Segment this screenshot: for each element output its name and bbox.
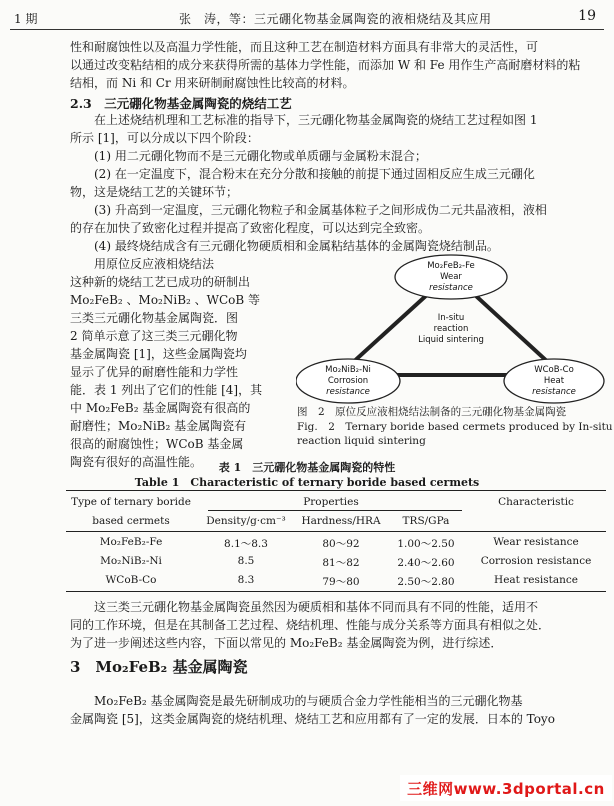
node-right-name: WCoB-Co: [534, 365, 574, 375]
table-title-en: Table 1 Characteristic of ternary boride based cermets: [134, 476, 480, 489]
figure-2-diagram: [296, 253, 606, 418]
body-line: 为了进一步阐述这些内容，下面以常见的 Mo₂FeB₂ 基金属陶瓷为例，进行综述．: [70, 636, 503, 650]
table-cell: 79～80: [322, 576, 360, 588]
body-line: 结相，而 Ni 和 Cr 用来研制耐腐蚀性比较高的材料。: [70, 76, 355, 90]
table-header: TRS/GPa: [402, 515, 450, 527]
table-header: Characteristic: [498, 496, 574, 508]
body-line: 显示了优异的耐磨性能和力学性: [70, 365, 239, 379]
body-line: 用原位反应液相烧结法: [94, 257, 215, 271]
table-cell: 1.00～2.50: [397, 538, 455, 550]
table-cell: WCoB-Co: [105, 574, 157, 586]
section-heading: 3 Mo₂FeB₂ 基金属陶瓷: [70, 658, 248, 676]
node-left-prop1: Corrosion: [327, 376, 369, 386]
table-cell: Heat resistance: [494, 574, 578, 586]
table-header-rule: [66, 531, 606, 532]
header-rule: [10, 29, 604, 30]
figure-caption-cn: 图 2 原位反应液相烧结法制备的三元硼化物基金属陶瓷: [297, 406, 567, 418]
table-cell: 8.5: [237, 555, 255, 567]
body-line: (1) 用二元硼化物而不是三元硼化物或单质硼与金属粉末混合；: [94, 149, 427, 163]
table-cell: 80～92: [322, 538, 360, 550]
table-cell: 8.3: [237, 574, 255, 586]
body-line: 性和耐腐蚀性以及高温力学性能，而且这种工艺在制造材料方面具有非常大的灵活性，可: [70, 40, 539, 54]
body-line: 物，这是烧结工艺的关键环节；: [70, 185, 239, 199]
table-sub-rule: [208, 510, 462, 511]
running-title: 张 涛，等：三元硼化物基金属陶瓷的液相烧结及其应用: [179, 12, 492, 26]
body-line: 在上述烧结机理和工艺标准的指导下，三元硼化物基金属陶瓷的烧结工艺过程如图 1: [94, 113, 538, 127]
node-left-prop2: resistance: [326, 387, 370, 397]
body-line: 以通过改变粘结相的成分来获得所需的基体力学性能，而添加 W 和 Fe 用作生产高耐磨材料的粘: [70, 58, 581, 72]
body-line: Mo₂FeB₂ 基金属陶瓷是最先研制成功的与硬质合金力学性能相当的三元硼化物基: [94, 694, 523, 708]
body-line: 能．表 1 列出了它们的性能 [4]，其: [70, 383, 263, 397]
body-line: 很高的耐腐蚀性；WCoB 基金属: [70, 437, 244, 451]
node-top-name: Mo₂FeB₂-Fe: [427, 261, 475, 271]
node-top-prop2: resistance: [429, 283, 473, 293]
table-cell: Mo₂FeB₂-Fe: [99, 536, 163, 548]
figure-caption-en: reaction liquid sintering: [297, 435, 426, 447]
table-cell: Mo₂NiB₂-Ni: [100, 555, 162, 567]
table-cell: Wear resistance: [493, 536, 579, 548]
body-line: 2 简单示意了这三类三元硼化物: [70, 329, 238, 343]
body-line: 金属陶瓷 [5]，这类金属陶瓷的烧结机理、烧结工艺和应用都有了一定的发展．日本的 Toyo: [70, 712, 555, 726]
center-label-3: Liquid sintering: [418, 335, 484, 345]
body-line: Mo₂FeB₂ 、Mo₂NiB₂ 、WCoB 等: [70, 293, 261, 307]
section-heading: 2.3 三元硼化物基金属陶瓷的烧结工艺: [70, 96, 292, 111]
center-label-1: In-situ: [437, 313, 465, 323]
body-line: 这种新的烧结工艺已成功的研制出: [70, 275, 251, 289]
table-header: Properties: [303, 496, 359, 508]
node-left-name: Mo₂NiB₂-Ni: [325, 365, 371, 375]
table-cell: Corrosion resistance: [480, 555, 592, 567]
node-right-prop2: resistance: [532, 387, 576, 397]
table-header: Type of ternary boride: [71, 496, 191, 508]
node-right-prop1: Heat: [543, 376, 565, 386]
body-line: 中 Mo₂FeB₂ 基金属陶瓷有很高的: [70, 401, 251, 415]
body-line: 三类三元硼化物基金属陶瓷．图: [70, 311, 239, 325]
body-line: 所示 [1]，可以分成以下四个阶段：: [70, 131, 259, 145]
table-cell: 81～82: [322, 557, 360, 569]
table-header: Density/g·cm⁻³: [206, 515, 286, 527]
table-header: based cermets: [92, 515, 170, 527]
body-line: 的存在加快了致密化过程并提高了致密化程度，可以达到完全致密。: [70, 221, 431, 235]
table-bottom-rule: [66, 591, 606, 592]
body-line: (3) 升高到一定温度，三元硼化物粒子和金属基体粒子之间形成伪二元共晶液相，液相: [94, 203, 547, 217]
body-line: 这三类三元硼化物基金属陶瓷虽然因为硬质相和基体不同而具有不同的性能，适用不: [94, 600, 539, 614]
body-line: 耐磨性；Mo₂NiB₂ 基金属陶瓷有: [70, 419, 247, 433]
body-line: 陶瓷有很好的高温性能。: [70, 455, 203, 469]
issue-label: 1 期: [14, 12, 38, 26]
node-top-prop1: Wear: [440, 272, 462, 282]
table-cell: 8.1～8.3: [224, 538, 268, 550]
table-top-rule: [66, 490, 606, 491]
body-line: 同的工作环境，但是在其制备工艺过程、烧结机理、性能与成分关系等方面具有相似之处．: [70, 618, 551, 632]
table-title-cn: 表 1 三元硼化物基金属陶瓷的特性: [218, 461, 396, 474]
body-line: (2) 在一定温度下，混合粉末在充分分散和接触的前提下通过固相反应生成三元硼化: [94, 167, 535, 181]
body-line: (4) 最终烧结成含有三元硼化物硬质相和金属粘结基体的金属陶瓷烧结制品。: [94, 239, 499, 253]
table-cell: 2.40～2.60: [397, 557, 455, 569]
watermark-banner: 三维网www.3dportal.cn: [400, 775, 612, 801]
body-line: 基金属陶瓷 [1]，这些金属陶瓷均: [70, 347, 247, 361]
page-number: 19: [578, 8, 596, 24]
table-header: Hardness/HRA: [301, 515, 381, 527]
center-label-2: reaction: [433, 324, 469, 334]
running-header: [14, 8, 596, 28]
table-cell: 2.50～2.80: [397, 576, 455, 588]
figure-caption-en: Fig. 2 Ternary boride based cermets produced by In-situ: [297, 421, 613, 433]
